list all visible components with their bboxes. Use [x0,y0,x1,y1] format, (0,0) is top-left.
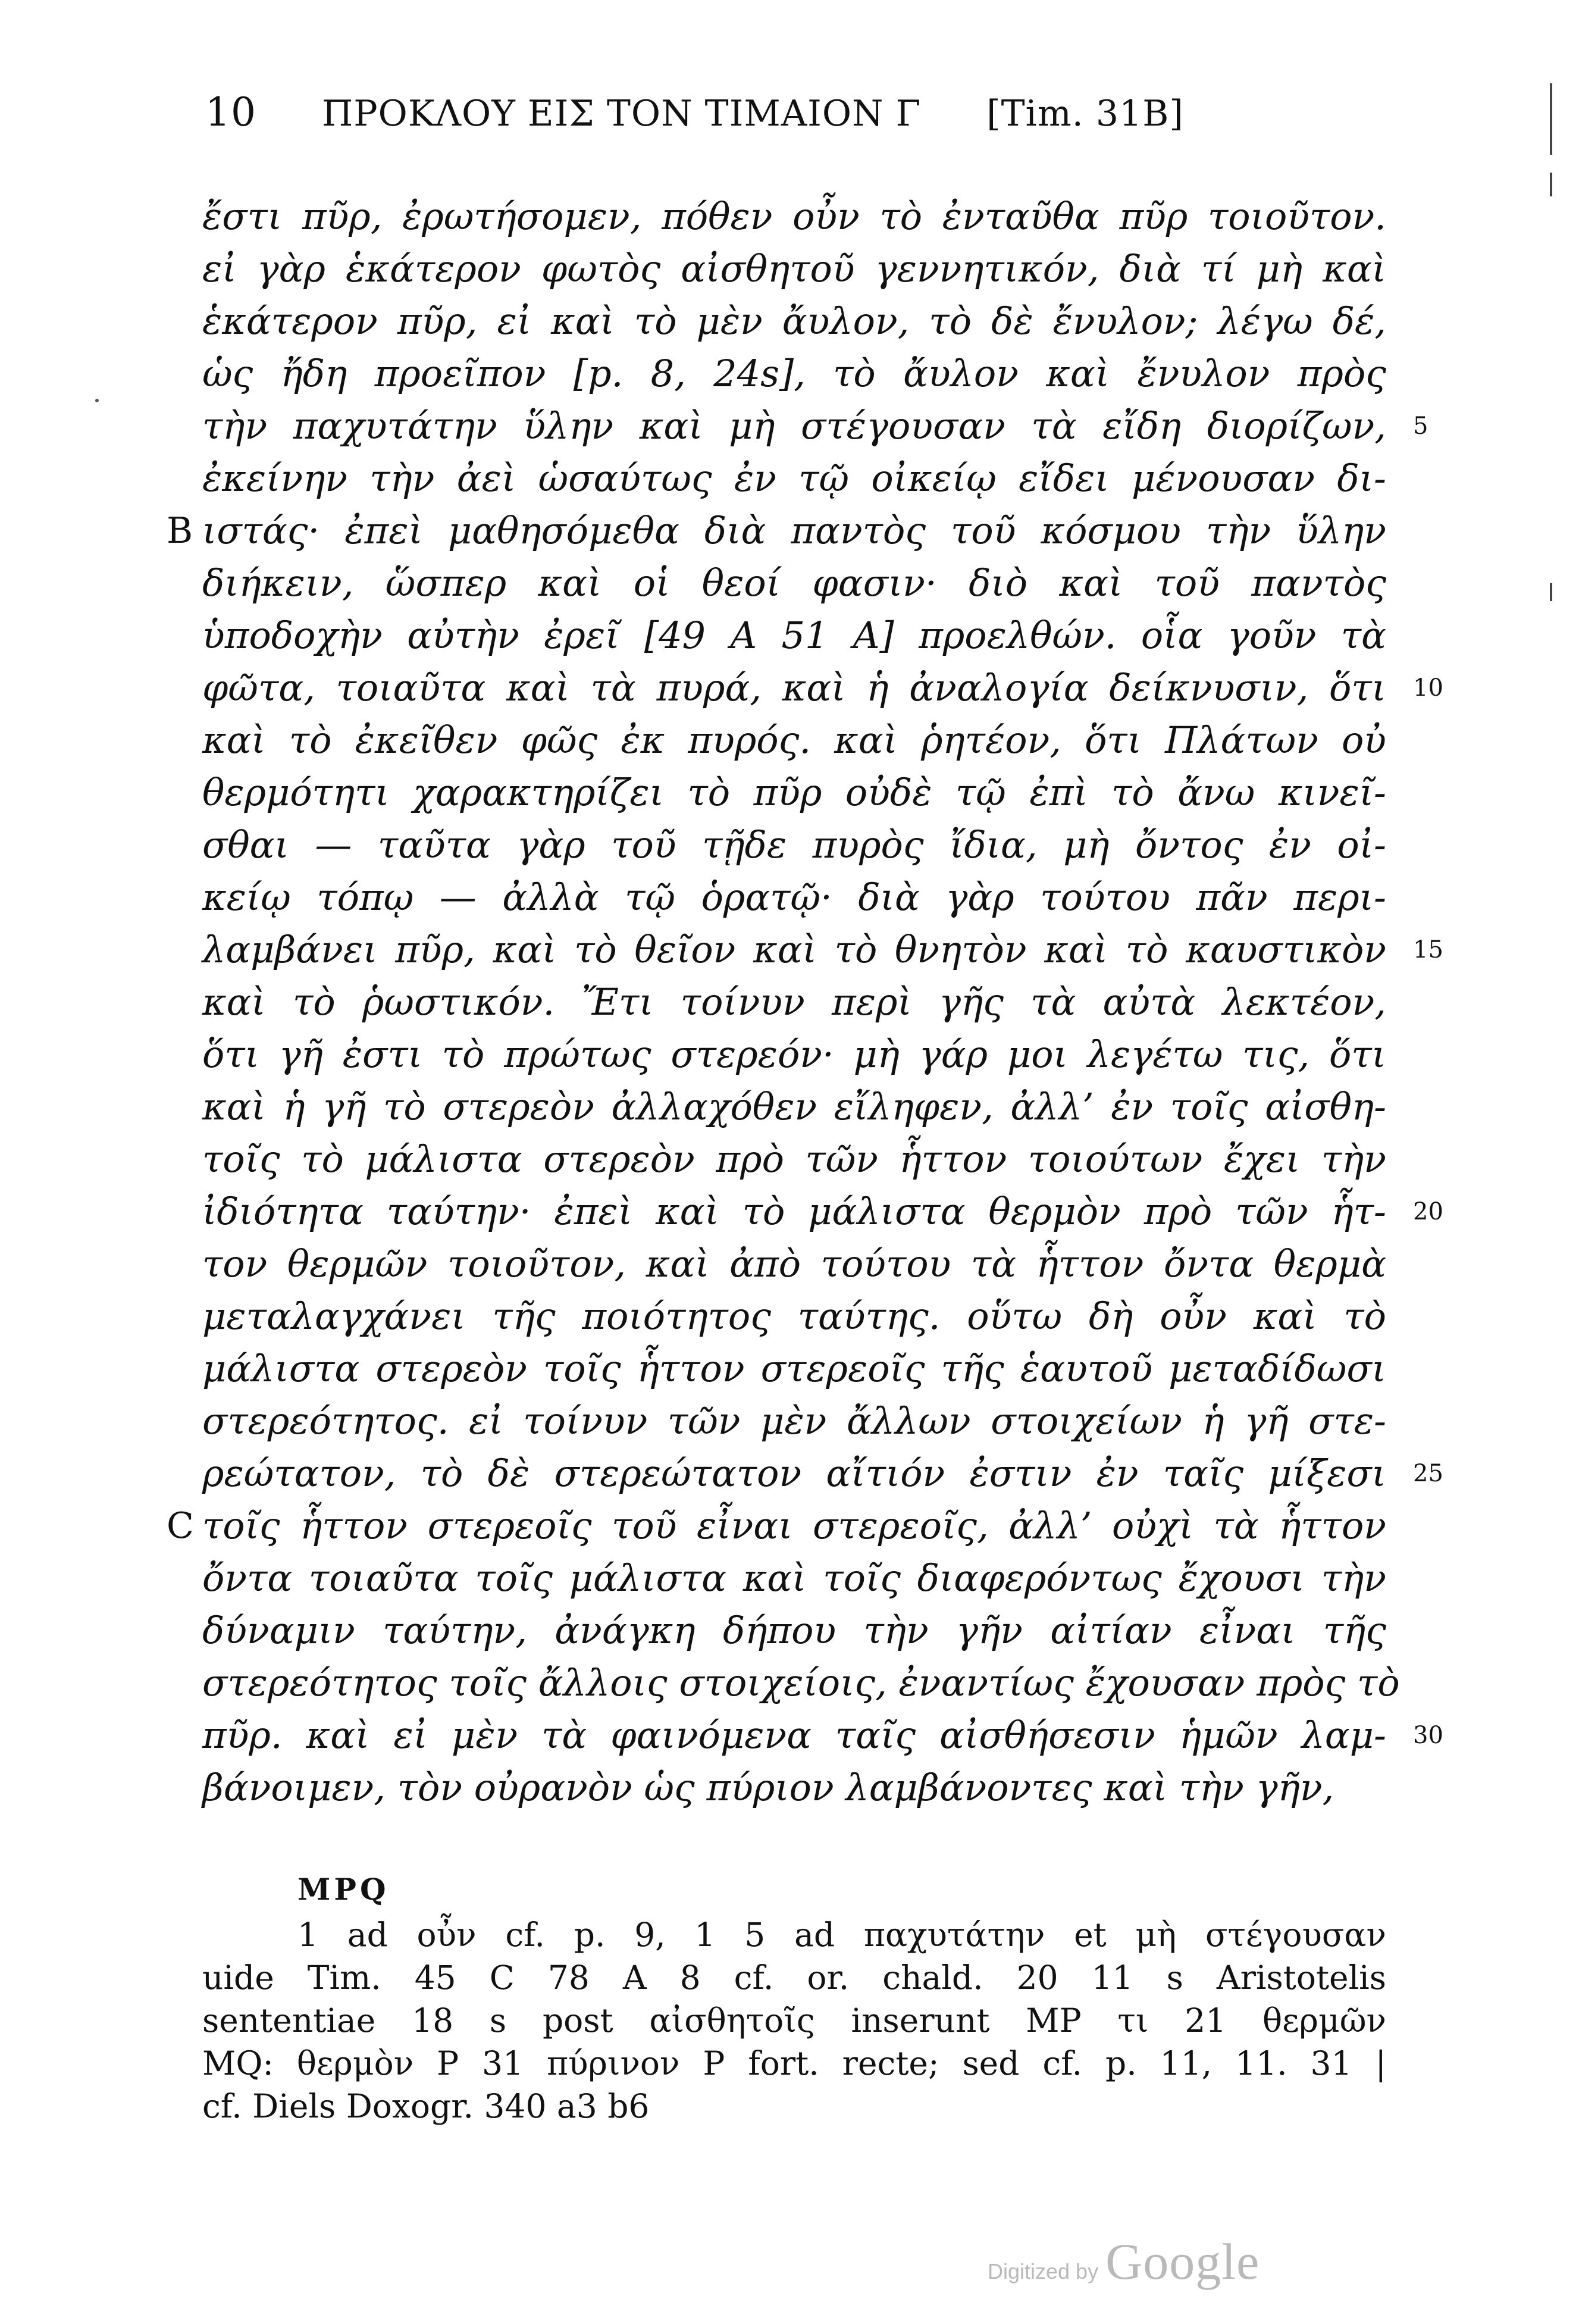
text-line-content: ὄντα τοιαῦτα τοῖς μάλιστα καὶ τοῖς διαφερόντως ἔχουσι τὴν [202,1556,1386,1600]
greek-text-body [167,190,1443,1814]
text-line [202,662,1443,714]
apparatus-line: uide Tim. 45 C 78 A 8 cf. or. chald. 20 11 s Aristotelis [202,1959,1386,1997]
line-number: 15 [1413,936,1443,964]
text-line-content: ἐκείνην τὴν ἀεὶ ὡσαύτως ἐν τῷ οἰκείῳ εἴδει μένουσαν δι- [202,456,1386,500]
digitized-watermark [988,2232,1260,2291]
text-line [202,1762,1386,1814]
text-line-content: σθαι — ταῦτα γὰρ τοῦ τῇδε πυρὸς ἴδια, μὴ ὄντος ἐν οἰ- [202,823,1386,867]
text-line [202,1657,1400,1709]
text-line-content: κείῳ τόπῳ — ἀλλὰ τῷ ὁρατῷ· διὰ γὰρ τούτου πᾶν περι- [202,875,1386,919]
text-line-content: πῦρ. καὶ εἰ μὲν τὰ φαινόμενα ταῖς αἰσθήσεσιν ἡμῶν λαμ- [202,1713,1386,1757]
text-line-content: ὑποδοχὴν αὐτὴν ἐρεῖ [49 A 51 A] προελθών. οἷα γοῦν τὰ [202,614,1386,657]
text-line [202,1238,1386,1290]
text-line-content: τοῖς ἧττον στερεοῖς τοῦ εἶναι στερεοῖς, ἀλλ’ οὐχὶ τὰ ἧττον [202,1504,1386,1547]
text-line [202,1186,1443,1238]
text-line-content: τοῖς τὸ μάλιστα στερεὸν πρὸ τῶν ἧττον τοιούτων ἔχει τὴν [202,1137,1386,1181]
line-number: 25 [1413,1460,1443,1487]
text-line [202,819,1386,871]
text-line-content: στερεότητος τοῖς ἄλλοις στοιχείοις, ἐναντίως ἔχουσαν πρὸς τὸ [202,1661,1400,1704]
text-line [202,871,1386,924]
line-number: 30 [1413,1722,1443,1749]
running-title: ΠΡΟΚΛΟΥ ΕΙΣ ΤΟΝ ΤΙΜΑΙΟΝ Γ [321,93,922,135]
manuscript-sigla: MPQ [297,1872,390,1907]
text-line [202,1133,1386,1186]
text-line [202,348,1386,400]
text-line [202,1604,1386,1657]
margin-section-letter: B [167,510,193,552]
text-line-content: μάλιστα στερεὸν τοῖς ἧττον στερεοῖς τῆς ἑαυτοῦ μεταδίδωσι [202,1347,1386,1390]
passage-reference: [Tim. 31B] [986,93,1184,135]
text-line [202,1552,1386,1604]
text-line-content: ὅτι γῆ ἐστι τὸ πρώτως στερεόν· μὴ γάρ μοι λεγέτω τις, ὅτι [202,1033,1386,1076]
text-line-content: ἰδιότητα ταύτην· ἐπεὶ καὶ τὸ μάλιστα θερμὸν πρὸ τῶν ἧτ- [202,1190,1386,1233]
watermark-prefix: Digitized by [988,2259,1099,2284]
margin-section-letter: C [167,1505,194,1547]
page-number: 10 [205,89,256,135]
text-line-content: βάνοιμεν, τὸν οὐρανὸν ὡς πύριον λαμβάνοντες καὶ τὴν γῆν, [202,1766,1334,1809]
text-line [202,767,1386,819]
text-line [202,452,1386,505]
text-line [202,1395,1386,1447]
text-line [202,243,1386,295]
text-line [202,190,1386,243]
text-line-content: λαμβάνει πῦρ, καὶ τὸ θεῖον καὶ τὸ θνητὸν καὶ τὸ καυστικὸν [202,928,1386,971]
line-number: 20 [1413,1198,1443,1225]
google-logo: Google [1105,2233,1260,2290]
line-number: 10 [1413,674,1443,702]
apparatus-line: 1 ad οὖν cf. p. 9, 1 5 ad παχυτάτην et μὴ στέγουσαν [297,1916,1386,1954]
text-line [202,1081,1386,1133]
text-line-content: τὴν παχυτάτην ὕλην καὶ μὴ στέγουσαν τὰ εἴδη διορίζων, [202,404,1386,448]
text-line-content: μεταλαγχάνει τῆς ποιότητος ταύτης. οὕτω δὴ οὖν καὶ τὸ [202,1294,1386,1338]
text-line-content: φῶτα, τοιαῦτα καὶ τὰ πυρά, καὶ ἡ ἀναλογία δείκνυσιν, ὅτι [202,666,1386,709]
text-line-content: ἔστι πῦρ, ἐρωτήσομεν, πόθεν οὖν τὸ ἐνταῦθα πῦρ τοιοῦτον. [202,195,1386,238]
text-line [202,1028,1386,1081]
text-line-content: διήκειν, ὥσπερ καὶ οἱ θεοί φασιν· διὸ καὶ τοῦ παντὸς [202,561,1386,605]
text-line [202,1343,1386,1395]
text-line-content: θερμότητι χαρακτηρίζει τὸ πῦρ οὐδὲ τῷ ἐπὶ τὸ ἄνω κινεῖ- [202,771,1386,814]
line-number: 5 [1413,412,1428,440]
apparatus-line: sententiae 18 s post αἰσθητοῖς inserunt MP τι 21 θερμῶν [202,2001,1386,2040]
text-line-content: δύναμιν ταύτην, ἀνάγκη δήπου τὴν γῆν αἰτίαν εἶναι τῆς [202,1609,1386,1652]
text-line-content: καὶ τὸ ῥωστικόν. Ἔτι τοίνυν περὶ γῆς τὰ αὐτὰ λεκτέον, [202,980,1386,1024]
text-line [202,924,1443,976]
text-line [202,714,1386,767]
text-line [202,609,1386,662]
text-line [202,295,1386,348]
text-line [202,976,1386,1028]
text-line [202,1447,1443,1500]
text-line [167,505,1386,557]
apparatus-line: MQ: θερμὸν P 31 πύρινον P fort. recte; sed cf. p. 11, 11. 31 | [202,2044,1386,2082]
text-line [202,557,1386,609]
text-line-content: τον θερμῶν τοιοῦτον, καὶ ἀπὸ τούτου τὰ ἧττον ὄντα θερμὰ [202,1242,1386,1285]
text-line-content: ἑκάτερον πῦρ, εἰ καὶ τὸ μὲν ἄυλον, τὸ δὲ ἔνυλον; λέγω δέ, [202,299,1386,343]
apparatus-line: cf. Diels Doxogr. 340 a3 b6 [202,2087,650,2125]
text-line-content: στερεότητος. εἰ τοίνυν τῶν μὲν ἄλλων στοιχείων ἡ γῆ στε- [202,1399,1386,1443]
text-line-content: ὡς ἤδη προεῖπον [p. 8, 24s], τὸ ἄυλον καὶ ἔνυλον πρὸς [202,352,1386,395]
text-line [202,400,1428,452]
text-line [202,1709,1443,1762]
text-line-content: ιστάς· ἐπεὶ μαθησόμεθα διὰ παντὸς τοῦ κόσμου τὴν ὕλην [202,509,1386,552]
text-line-content: εἰ γὰρ ἑκάτερον φωτὸς αἰσθητοῦ γεννητικόν, διὰ τί μὴ καὶ [202,247,1386,290]
text-line-content: καὶ ἡ γῆ τὸ στερεὸν ἀλλαχόθεν εἴληφεν, ἀλλ’ ἐν τοῖς αἰσθη- [202,1085,1386,1128]
text-line-content: καὶ τὸ ἐκεῖθεν φῶς ἐκ πυρός. καὶ ῥητέον, ὅτι Πλάτων οὐ [202,718,1386,762]
text-line [167,1500,1386,1552]
running-header [205,89,1336,155]
text-line-content: ρεώτατον, τὸ δὲ στερεώτατον αἴτιόν ἐστιν ἐν ταῖς μίξεσι [202,1452,1386,1495]
scan-speck [95,399,99,402]
scan-edge-mark [1550,173,1552,196]
text-line [202,1290,1386,1343]
scan-edge-mark [1550,583,1552,601]
scan-edge-mark [1550,83,1552,155]
